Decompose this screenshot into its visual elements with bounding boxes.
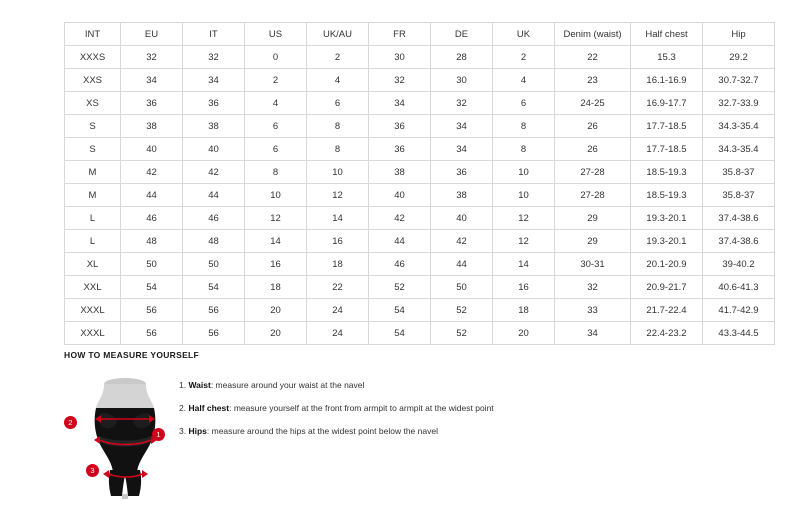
cell: 38 xyxy=(121,115,183,138)
cell: 10 xyxy=(245,184,307,207)
table-row xyxy=(65,299,775,322)
cell: XXXS xyxy=(65,46,121,69)
cell: 18 xyxy=(493,299,555,322)
cell: 50 xyxy=(431,276,493,299)
cell: 52 xyxy=(369,276,431,299)
cell: 48 xyxy=(183,230,245,253)
table-row xyxy=(65,253,775,276)
cell: 34 xyxy=(431,115,493,138)
cell: 28 xyxy=(431,46,493,69)
cell: 39-40.2 xyxy=(703,253,775,276)
cell: 10 xyxy=(493,184,555,207)
cell: 38 xyxy=(431,184,493,207)
size-conversion-table xyxy=(64,22,775,345)
cell: 42 xyxy=(121,161,183,184)
cell: 4 xyxy=(307,69,369,92)
step-number: 2. xyxy=(179,403,187,414)
cell: 27-28 xyxy=(555,161,631,184)
table-row xyxy=(65,115,775,138)
cell: 8 xyxy=(307,115,369,138)
cell: 27-28 xyxy=(555,184,631,207)
cell: 34.3-35.4 xyxy=(703,138,775,161)
cell: 8 xyxy=(245,161,307,184)
cell: 42 xyxy=(369,207,431,230)
cell: 35.8-37 xyxy=(703,184,775,207)
cell: 26 xyxy=(555,115,631,138)
cell: 12 xyxy=(493,207,555,230)
cell: 18 xyxy=(245,276,307,299)
mannequin-figure-container xyxy=(64,372,179,502)
cell: 6 xyxy=(245,115,307,138)
cell: 36 xyxy=(369,138,431,161)
cell: 20.1-20.9 xyxy=(631,253,703,276)
cell: L xyxy=(65,230,121,253)
marker-1: 1 xyxy=(152,428,165,441)
cell: 19.3-20.1 xyxy=(631,230,703,253)
column-header-de: DE xyxy=(431,23,493,46)
cell: 20 xyxy=(245,299,307,322)
table-row xyxy=(65,69,775,92)
cell: 18 xyxy=(307,253,369,276)
measure-step-half-chest xyxy=(179,403,734,414)
table-header-row xyxy=(65,23,775,46)
cell: 36 xyxy=(183,92,245,115)
table-row xyxy=(65,138,775,161)
cell: 46 xyxy=(183,207,245,230)
cell: 14 xyxy=(493,253,555,276)
cell: 37.4-38.6 xyxy=(703,207,775,230)
cell: 6 xyxy=(493,92,555,115)
column-header-half-chest: Half chest xyxy=(631,23,703,46)
size-table-container xyxy=(64,22,759,345)
cell: 32.7-33.9 xyxy=(703,92,775,115)
cell: 29.2 xyxy=(703,46,775,69)
cell: 8 xyxy=(493,138,555,161)
measure-step-hips xyxy=(179,426,734,437)
cell: XXXL xyxy=(65,299,121,322)
cell: 8 xyxy=(307,138,369,161)
cell: 30 xyxy=(431,69,493,92)
cell: 12 xyxy=(493,230,555,253)
cell: 30 xyxy=(369,46,431,69)
cell: 18.5-19.3 xyxy=(631,184,703,207)
cell: 2 xyxy=(245,69,307,92)
column-header-denim-waist: Denim (waist) xyxy=(555,23,631,46)
cell: 21.7-22.4 xyxy=(631,299,703,322)
cell: 34.3-35.4 xyxy=(703,115,775,138)
cell: 4 xyxy=(245,92,307,115)
cell: 24 xyxy=(307,322,369,345)
cell: 37.4-38.6 xyxy=(703,230,775,253)
cell: 10 xyxy=(307,161,369,184)
cell: L xyxy=(65,207,121,230)
measure-steps-list xyxy=(179,372,734,449)
cell: 40 xyxy=(121,138,183,161)
table-row xyxy=(65,161,775,184)
cell: 16 xyxy=(245,253,307,276)
cell: 17.7-18.5 xyxy=(631,115,703,138)
table-row xyxy=(65,184,775,207)
cell: 40 xyxy=(431,207,493,230)
cell: XS xyxy=(65,92,121,115)
marker-2: 2 xyxy=(64,416,77,429)
cell: 44 xyxy=(121,184,183,207)
cell: 20 xyxy=(245,322,307,345)
cell: 54 xyxy=(183,276,245,299)
cell: 10 xyxy=(493,161,555,184)
cell: 8 xyxy=(493,115,555,138)
cell: 38 xyxy=(183,115,245,138)
cell: 34 xyxy=(555,322,631,345)
cell: 17.7-18.5 xyxy=(631,138,703,161)
cell: M xyxy=(65,184,121,207)
cell: 36 xyxy=(431,161,493,184)
cell: 22 xyxy=(555,46,631,69)
cell: S xyxy=(65,138,121,161)
step-term: Waist xyxy=(188,380,211,390)
cell: 29 xyxy=(555,207,631,230)
cell: 34 xyxy=(369,92,431,115)
cell: 36 xyxy=(369,115,431,138)
cell: 56 xyxy=(121,299,183,322)
cell: 16.9-17.7 xyxy=(631,92,703,115)
column-header-uk-au: UK/AU xyxy=(307,23,369,46)
cell: 42 xyxy=(183,161,245,184)
cell: M xyxy=(65,161,121,184)
cell: 54 xyxy=(121,276,183,299)
cell: 40 xyxy=(369,184,431,207)
cell: 44 xyxy=(369,230,431,253)
cell: 36 xyxy=(121,92,183,115)
cell: 52 xyxy=(431,322,493,345)
marker-3: 3 xyxy=(86,464,99,477)
step-number: 1. xyxy=(179,380,187,390)
step-text: : measure around the hips at the widest point below the navel xyxy=(206,426,438,437)
cell: 56 xyxy=(121,322,183,345)
cell: 34 xyxy=(431,138,493,161)
cell: 44 xyxy=(431,253,493,276)
cell: 12 xyxy=(307,184,369,207)
cell: 6 xyxy=(307,92,369,115)
cell: 42 xyxy=(431,230,493,253)
cell: XXXL xyxy=(65,322,121,345)
cell: 38 xyxy=(369,161,431,184)
cell: 16.1-16.9 xyxy=(631,69,703,92)
table-row xyxy=(65,92,775,115)
column-header-int: INT xyxy=(65,23,121,46)
cell: 56 xyxy=(183,299,245,322)
cell: 24 xyxy=(307,299,369,322)
table-row xyxy=(65,276,775,299)
step-text: : measure around your waist at the navel xyxy=(210,380,365,390)
step-text: : measure yourself at the front from armpit to armpit at the widest point xyxy=(229,403,494,414)
cell: 22 xyxy=(307,276,369,299)
cell: 46 xyxy=(121,207,183,230)
measure-step-waist xyxy=(179,380,734,391)
cell: 26 xyxy=(555,138,631,161)
cell: 54 xyxy=(369,322,431,345)
cell: XXS xyxy=(65,69,121,92)
cell: 14 xyxy=(307,207,369,230)
cell: 24-25 xyxy=(555,92,631,115)
cell: 20.9-21.7 xyxy=(631,276,703,299)
cell: 30.7-32.7 xyxy=(703,69,775,92)
column-header-hip: Hip xyxy=(703,23,775,46)
cell: 40.6-41.3 xyxy=(703,276,775,299)
cell: 54 xyxy=(369,299,431,322)
cell: 19.3-20.1 xyxy=(631,207,703,230)
cell: 12 xyxy=(245,207,307,230)
cell: 6 xyxy=(245,138,307,161)
table-row xyxy=(65,322,775,345)
cell: 16 xyxy=(493,276,555,299)
measure-body xyxy=(64,372,734,502)
cell: 44 xyxy=(183,184,245,207)
cell: 20 xyxy=(493,322,555,345)
step-number: 3. xyxy=(179,426,187,437)
cell: 52 xyxy=(431,299,493,322)
step-term: Half chest xyxy=(188,403,230,414)
section-title: HOW TO MEASURE YOURSELF xyxy=(64,350,200,360)
cell: 34 xyxy=(121,69,183,92)
cell: 22.4-23.2 xyxy=(631,322,703,345)
table-row xyxy=(65,230,775,253)
cell: 43.3-44.5 xyxy=(703,322,775,345)
cell: XL xyxy=(65,253,121,276)
cell: S xyxy=(65,115,121,138)
cell: 32 xyxy=(369,69,431,92)
table-row xyxy=(65,46,775,69)
cell: 29 xyxy=(555,230,631,253)
cell: 40 xyxy=(183,138,245,161)
cell: 14 xyxy=(245,230,307,253)
cell: 33 xyxy=(555,299,631,322)
column-header-it: IT xyxy=(183,23,245,46)
table-body xyxy=(65,46,775,345)
cell: 16 xyxy=(307,230,369,253)
step-term: Hips xyxy=(188,426,207,437)
cell: 4 xyxy=(493,69,555,92)
cell: 23 xyxy=(555,69,631,92)
cell: 50 xyxy=(183,253,245,276)
cell: XXL xyxy=(65,276,121,299)
column-header-uk: UK xyxy=(493,23,555,46)
cell: 0 xyxy=(245,46,307,69)
cell: 35.8-37 xyxy=(703,161,775,184)
table-row xyxy=(65,207,775,230)
cell: 32 xyxy=(121,46,183,69)
cell: 46 xyxy=(369,253,431,276)
cell: 2 xyxy=(493,46,555,69)
cell: 56 xyxy=(183,322,245,345)
cell: 50 xyxy=(121,253,183,276)
cell: 32 xyxy=(183,46,245,69)
cell: 15.3 xyxy=(631,46,703,69)
cell: 32 xyxy=(555,276,631,299)
cell: 18.5-19.3 xyxy=(631,161,703,184)
cell: 30-31 xyxy=(555,253,631,276)
cell: 41.7-42.9 xyxy=(703,299,775,322)
cell: 32 xyxy=(431,92,493,115)
cell: 48 xyxy=(121,230,183,253)
column-header-eu: EU xyxy=(121,23,183,46)
cell: 2 xyxy=(307,46,369,69)
table-header xyxy=(65,23,775,46)
cell: 34 xyxy=(183,69,245,92)
column-header-fr: FR xyxy=(369,23,431,46)
how-to-measure-section xyxy=(64,350,734,502)
column-header-us: US xyxy=(245,23,307,46)
